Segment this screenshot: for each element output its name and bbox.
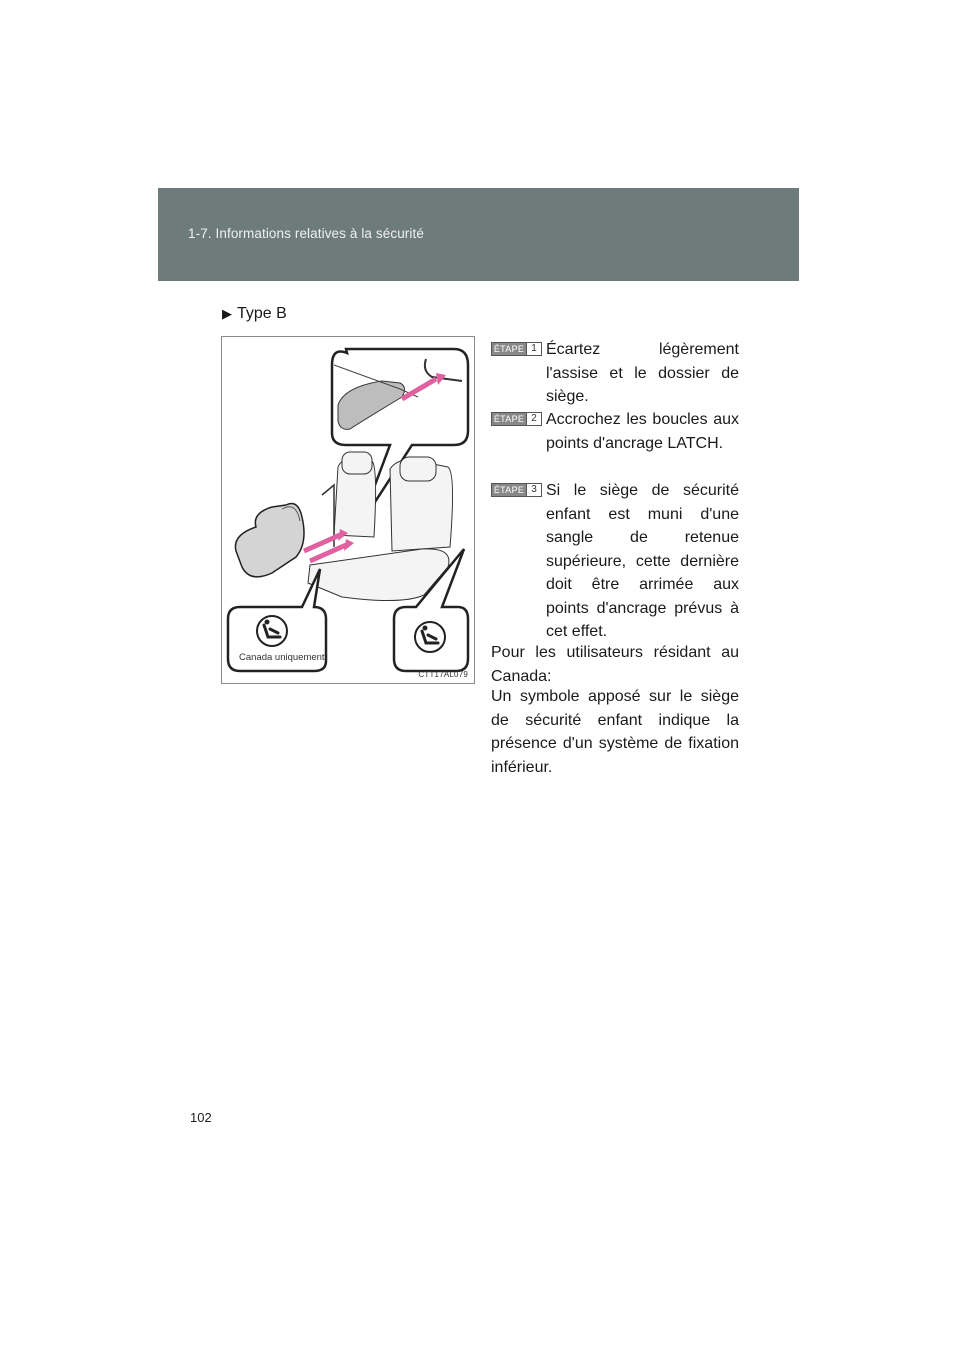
step-3 xyxy=(491,479,739,644)
triangle-right-icon: ▶ xyxy=(222,306,232,321)
type-heading xyxy=(222,305,287,323)
step-badge xyxy=(491,483,542,497)
step-badge-word: ÉTAPE xyxy=(493,414,525,424)
section-header xyxy=(158,188,799,281)
type-heading-text: Type B xyxy=(237,305,287,322)
figure-code: CTT17AL079 xyxy=(418,670,468,679)
step-2 xyxy=(491,408,739,455)
step-badge xyxy=(491,342,542,356)
step-text: Écartez légèrement l'assise et le dossier de siège. xyxy=(546,341,739,405)
step-badge-number: 2 xyxy=(526,413,541,425)
step-badge-word: ÉTAPE xyxy=(493,344,525,354)
child-seat xyxy=(235,504,304,577)
symbol-paragraph: Un symbole apposé sur le siège de sécurité enfant indique la présence d'un système de fixation inférieur. xyxy=(491,688,739,776)
step-text: Si le siège de sécurité enfant est muni d'une sangle de retenue supérieure, cette dernière doit être arrimée aux points d'ancrage prévus à cet effet. xyxy=(546,482,739,640)
canada-only-label: Canada uniquement xyxy=(239,652,325,663)
step-badge xyxy=(491,412,542,426)
step-text: Accrochez les boucles aux points d'ancrage LATCH. xyxy=(546,411,739,452)
section-title: 1-7. Informations relatives à la sécurité xyxy=(188,226,424,241)
step-badge-number: 1 xyxy=(526,343,541,355)
seat-illustration xyxy=(222,337,474,683)
step-1 xyxy=(491,338,739,409)
headrest-right xyxy=(400,457,436,481)
step-badge-number: 3 xyxy=(526,484,541,496)
headrest-left xyxy=(342,452,372,474)
canada-users-paragraph: Pour les utilisateurs résidant au Canada: xyxy=(491,644,739,685)
step-badge-word: ÉTAPE xyxy=(493,485,525,495)
latch-installation-figure xyxy=(221,336,475,684)
page-number: 102 xyxy=(190,1110,212,1125)
